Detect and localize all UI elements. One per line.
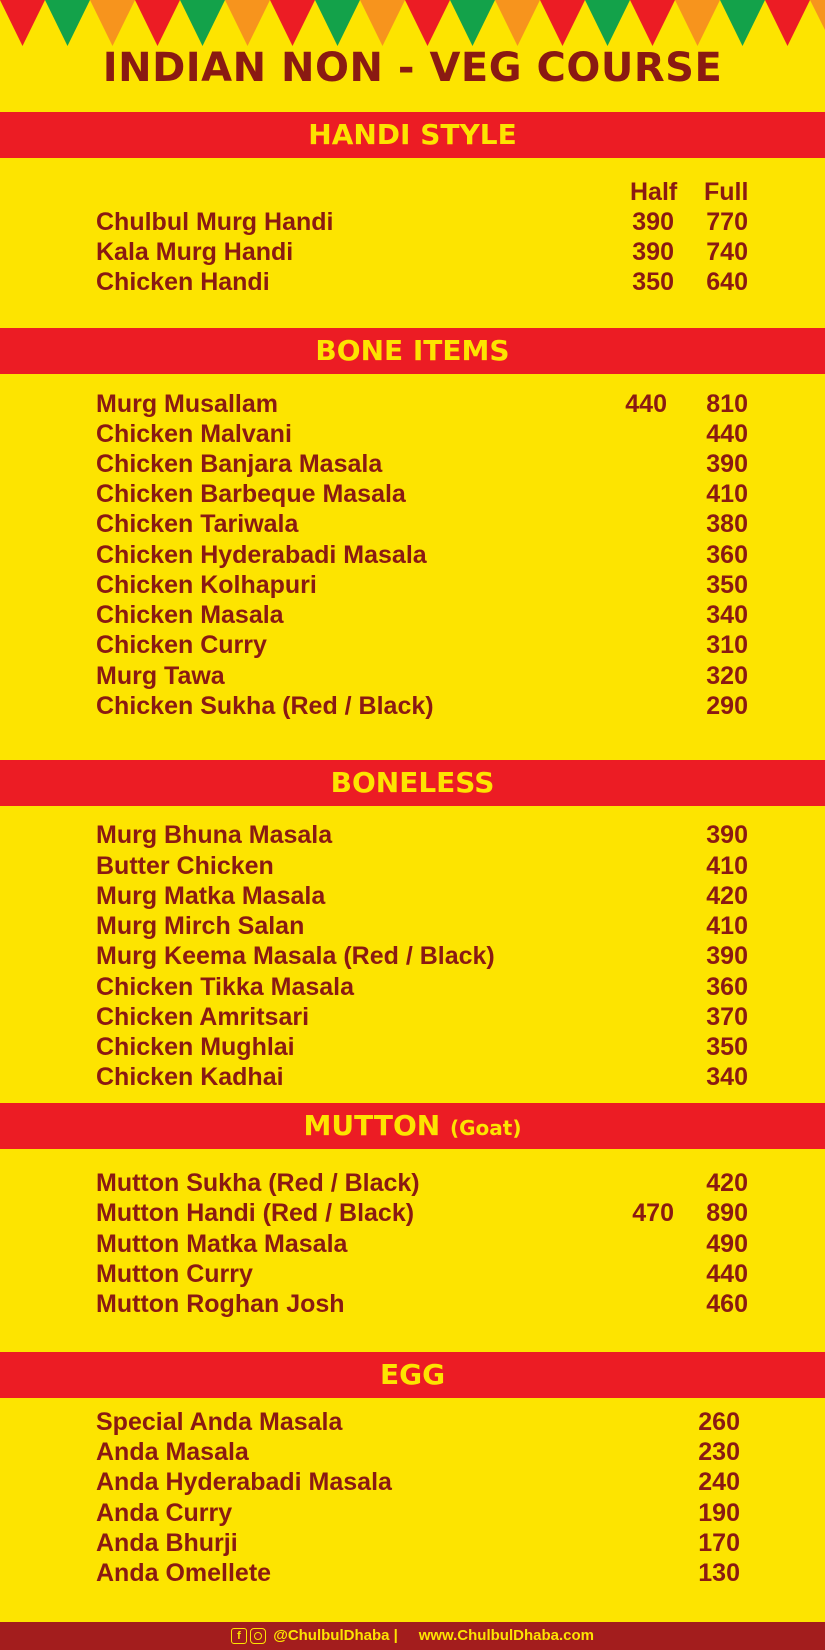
section-header-handi: HANDI STYLE: [0, 112, 825, 158]
section-header-boneless: BONELESS: [0, 760, 825, 806]
menu-item-name: Anda Omellete: [96, 1559, 272, 1587]
menu-item-name: Mutton Sukha (Red / Black): [96, 1169, 420, 1197]
menu-item-full-price: 890: [706, 1199, 748, 1227]
menu-item-full-price: 420: [706, 1169, 748, 1197]
menu-item-name: Anda Curry: [96, 1499, 233, 1527]
menu-item-name: Chicken Kadhai: [96, 1063, 284, 1091]
menu-item-name: Mutton Curry: [96, 1260, 253, 1288]
section-header-bone: BONE ITEMS: [0, 328, 825, 374]
menu-item-name: Chicken Handi: [96, 268, 270, 296]
menu-item-full-price: 410: [706, 852, 748, 880]
column-header-full: Full: [704, 178, 749, 206]
menu-item-full-price: 490: [706, 1230, 748, 1258]
menu-item-name: Murg Keema Masala (Red / Black): [96, 942, 495, 970]
menu-item-name: Anda Hyderabadi Masala: [96, 1468, 392, 1496]
menu-item-name: Butter Chicken: [96, 852, 274, 880]
menu-item-half-price: 390: [632, 238, 674, 266]
menu-item-name: Kala Murg Handi: [96, 238, 294, 266]
menu-item-name: Murg Matka Masala: [96, 882, 326, 910]
facebook-icon[interactable]: f: [231, 1628, 247, 1644]
social-handle[interactable]: @ChulbulDhaba |: [273, 1627, 398, 1644]
menu-item-name: Chicken Curry: [96, 631, 267, 659]
menu-item-full-price: 640: [706, 268, 748, 296]
menu-item-name: Chicken Mughlai: [96, 1033, 295, 1061]
menu-item-name: Mutton Roghan Josh: [96, 1290, 345, 1318]
menu-item-full-price: 390: [706, 450, 748, 478]
menu-item-name: Chicken Hyderabadi Masala: [96, 541, 427, 569]
menu-item-full-price: 370: [706, 1003, 748, 1031]
menu-item-full-price: 440: [706, 1260, 748, 1288]
menu-item-name: Chicken Barbeque Masala: [96, 480, 406, 508]
menu-item-name: Murg Bhuna Masala: [96, 821, 333, 849]
menu-item-name: Mutton Handi (Red / Black): [96, 1199, 415, 1227]
menu-item-full-price: 740: [706, 238, 748, 266]
menu-item-name: Murg Mirch Salan: [96, 912, 305, 940]
website-link[interactable]: www.ChulbulDhaba.com: [418, 1627, 594, 1644]
menu-item-name: Chicken Banjara Masala: [96, 450, 383, 478]
menu-item-name: Chulbul Murg Handi: [96, 208, 334, 236]
menu-item-name: Chicken Tariwala: [96, 510, 299, 538]
menu-item-name: Chicken Kolhapuri: [96, 571, 317, 599]
menu-item-full-price: 390: [706, 942, 748, 970]
menu-item-full-price: 410: [706, 912, 748, 940]
section-header-egg: EGG: [0, 1352, 825, 1398]
menu-item-half-price: 390: [632, 208, 674, 236]
menu-item-name: Anda Masala: [96, 1438, 249, 1466]
column-header-half: Half: [630, 178, 678, 206]
menu-item-name: Murg Tawa: [96, 662, 225, 690]
menu-item-full-price: 310: [706, 631, 748, 659]
menu-item-full-price: 390: [706, 821, 748, 849]
bunting-decoration: [0, 0, 825, 48]
menu-item-full-price: 380: [706, 510, 748, 538]
menu-item-name: Mutton Matka Masala: [96, 1230, 348, 1258]
menu-item-full-price: 770: [706, 208, 748, 236]
footer-bar: [0, 1622, 825, 1650]
menu-item-half-price: 440: [625, 390, 667, 418]
page-title: INDIAN NON - VEG COURSE: [102, 45, 723, 91]
menu-item-name: Chicken Sukha (Red / Black): [96, 692, 434, 720]
menu-item-name: Chicken Malvani: [96, 420, 292, 448]
menu-item-full-price: 170: [698, 1529, 740, 1557]
menu-item-full-price: 360: [706, 973, 748, 1001]
menu-item-name: Murg Musallam: [96, 390, 278, 418]
instagram-icon[interactable]: [250, 1628, 266, 1644]
menu-item-half-price: 350: [632, 268, 674, 296]
menu-item-name: Chicken Tikka Masala: [96, 973, 355, 1001]
menu-item-name: Anda Bhurji: [96, 1529, 238, 1557]
menu-item-full-price: 460: [706, 1290, 748, 1318]
menu-item-full-price: 230: [698, 1438, 740, 1466]
menu-item-full-price: 420: [706, 882, 748, 910]
menu-item-name: Chicken Amritsari: [96, 1003, 310, 1031]
menu-item-full-price: 260: [698, 1408, 740, 1436]
section-subtitle: (Goat): [449, 1116, 522, 1140]
menu-item-full-price: 350: [706, 571, 748, 599]
section-header-mutton: MUTTON (Goat): [0, 1103, 825, 1149]
menu-item-name: Chicken Masala: [96, 601, 284, 629]
menu-item-full-price: 350: [706, 1033, 748, 1061]
menu-item-name: Special Anda Masala: [96, 1408, 343, 1436]
menu-item-full-price: 320: [706, 662, 748, 690]
menu-item-full-price: 410: [706, 480, 748, 508]
menu-item-full-price: 130: [698, 1559, 740, 1587]
menu-item-full-price: 340: [706, 601, 748, 629]
menu-item-full-price: 340: [706, 1063, 748, 1091]
menu-item-full-price: 810: [706, 390, 748, 418]
menu-item-full-price: 440: [706, 420, 748, 448]
menu-item-full-price: 360: [706, 541, 748, 569]
menu-item-full-price: 240: [698, 1468, 740, 1496]
menu-item-full-price: 290: [706, 692, 748, 720]
menu-item-full-price: 190: [698, 1499, 740, 1527]
menu-item-half-price: 470: [632, 1199, 674, 1227]
